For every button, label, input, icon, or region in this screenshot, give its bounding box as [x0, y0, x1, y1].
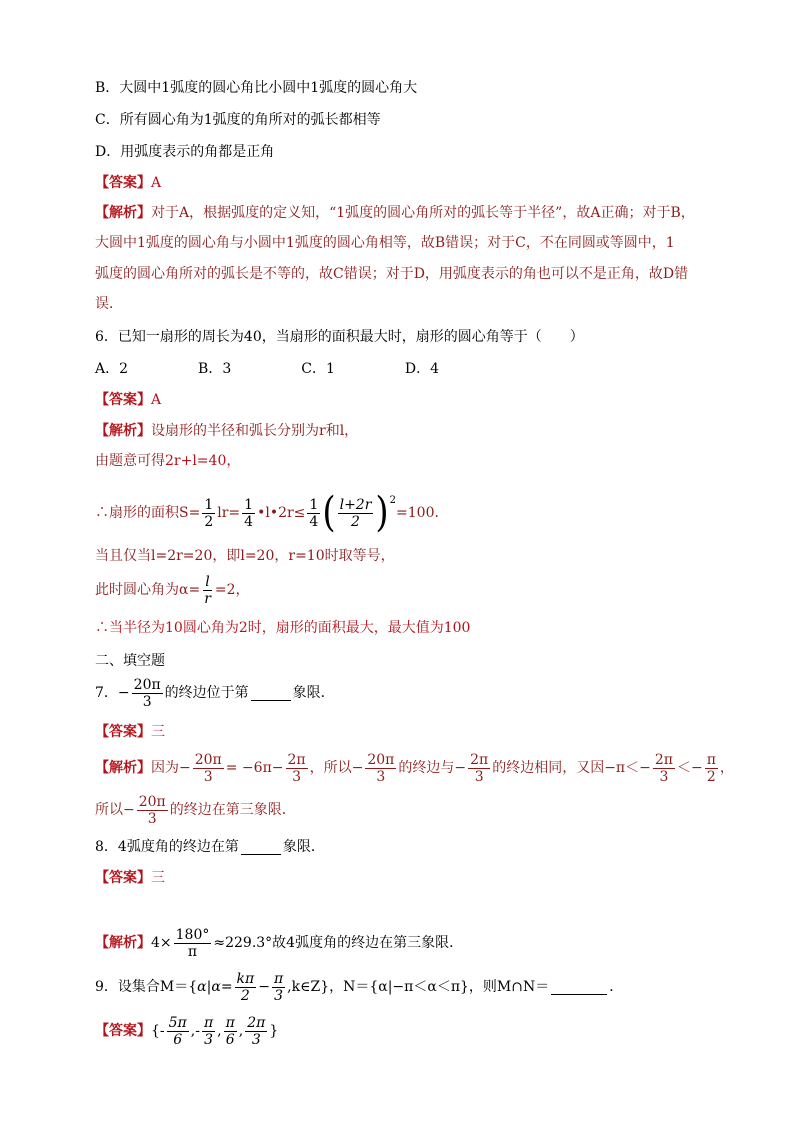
fraction: $\frac{2\pi}{3}$: [470, 751, 489, 785]
fraction: $\frac{l}{r}$: [204, 573, 211, 607]
q5-answer: 【答案】 A: [95, 175, 162, 191]
q7-answer: 【答案】 三: [95, 724, 165, 740]
answer-blank: [251, 686, 291, 701]
q6-analysis-line-6: ∴当半径为10圆心角为2时，扇形的面积最大，最大值为100: [95, 620, 471, 636]
fraction: $\frac{k\pi}{2}$: [236, 970, 255, 1004]
q5-option-d: D．用弧度表示的角都是正角: [95, 144, 275, 160]
fraction: $\frac{l+2r}{2}$: [339, 496, 372, 530]
q5-analysis-line-1: 【解析】 对于A，根据弧度的定义知，“1弧度的圆心角所对的弧长等于半径”，故A正确；对于B，: [95, 205, 695, 221]
q9-stem: 9．设集合M＝{ α | α = $\frac{k\pi}{2}$ − $\frac{\pi}{3}$ ,k∈Z}，N＝{α|−π＜α＜π}，则M∩N＝ ．: [95, 970, 624, 1004]
fraction: $\frac{2\pi}{3}$: [247, 1014, 266, 1048]
q6-option-c: C．1: [301, 361, 335, 377]
q6-area-formula: ∴扇形的面积S= $\frac{1}{2}$ lr= $\frac{1}{4}$ •l•2r≤ $\frac{1}{4}$ ( $\frac{l+2r}{2}$ ) 2 =100．: [95, 489, 449, 537]
fraction: $\frac{20\pi}{3}$: [133, 676, 161, 710]
fraction: $\frac{1}{4}$: [244, 496, 254, 530]
fraction: $\frac{\pi}{2}$: [706, 751, 716, 785]
fraction: $\frac{1}{4}$: [309, 496, 319, 530]
q7-stem: 7． − $\frac{20\pi}{3}$ 的终边位于第 象限．: [95, 676, 335, 710]
q7-analysis-line-2: 所以 − $\frac{20\pi}{3}$ 的终边在第三象限．: [95, 793, 296, 827]
q5-analysis-line-2: 大圆中1弧度的圆心角与小圆中1弧度的圆心角相等，故B错误；对于C，不在同圆或等圆中，1: [95, 235, 675, 251]
answer-blank: [241, 840, 281, 855]
fraction: $\frac{1}{2}$: [204, 496, 214, 530]
q6-option-b: B．3: [198, 361, 232, 377]
fraction: $\frac{2\pi}{3}$: [654, 751, 673, 785]
q7-analysis-line-1: 【解析】 因为 − $\frac{20\pi}{3}$ = −6π− $\frac{2\pi}{3}$ ，所以 − $\frac{20\pi}{3}$ 的终边与 − $\frac{2\pi}{3}$ 的终边相同，又因−π＜ − $\frac{2\pi}{3}$ ＜ − $\frac{\pi}{2}$ ，: [95, 751, 734, 785]
answer-blank: [551, 980, 607, 995]
fraction: $\frac{5\pi}{6}$: [168, 1014, 187, 1048]
q6-analysis-line-5: 此时圆心角为α= $\frac{l}{r}$ =2，: [95, 573, 250, 607]
q9-answer: 【答案】 {- $\frac{5\pi}{6}$ ,- $\frac{\pi}{3}$ , $\frac{\pi}{6}$ , $\frac{2\pi}{3}$ }: [95, 1014, 279, 1048]
q6-analysis-line-4: 当且仅当l=2r=20，即l=20，r=10时取等号，: [95, 548, 395, 564]
q6-option-d: D．4: [404, 361, 439, 377]
q6-option-a: A．2: [95, 361, 129, 377]
fraction: $\frac{2\pi}{3}$: [287, 751, 306, 785]
q6-analysis-line-2: 由题意可得 2r+l=40，: [95, 453, 241, 469]
q6-analysis-line-1: 【解析】 设扇形的半径和弧长分别为r和l，: [95, 423, 359, 439]
q5-option-b: B．大圆中1弧度的圆心角比小圆中1弧度的圆心角大: [95, 80, 418, 96]
fraction: $\frac{20\pi}{3}$: [367, 751, 395, 785]
fraction: $\frac{\pi}{3}$: [203, 1014, 214, 1048]
q5-option-c: C．所有圆心角为1弧度的角所对的弧长都相等: [95, 112, 381, 128]
fraction: $\frac{180^\circ}{\pi}$: [175, 926, 210, 960]
q6-options: [95, 359, 734, 379]
fraction: $\frac{\pi}{6}$: [225, 1014, 235, 1048]
q5-analysis-line-4: 误．: [95, 296, 123, 312]
q6-stem: 6．已知一扇形的周长为40，当扇形的面积最大时，扇形的圆心角等于（ ）: [95, 329, 584, 345]
fraction: $\frac{20\pi}{3}$: [194, 751, 222, 785]
q6-answer: 【答案】 A: [95, 392, 162, 408]
fraction: $\frac{20\pi}{3}$: [138, 793, 166, 827]
fraction: $\frac{\pi}{3}$: [273, 970, 284, 1004]
q8-answer: 【答案】 三: [95, 870, 165, 886]
q8-stem: 8．4弧度角的终边在第 象限．: [95, 839, 325, 855]
q8-analysis: 【解析】 4× $\frac{180^\circ}{\pi}$ ≈229.3°故4弧度角的终边在第三象限．: [95, 926, 464, 960]
section-heading: 二、填空题: [95, 653, 165, 669]
q5-analysis-line-3: 弧度的圆心角所对的弧长是不等的，故C错误；对于D，用弧度表示的角也可以不是正角，故D错: [95, 266, 689, 282]
